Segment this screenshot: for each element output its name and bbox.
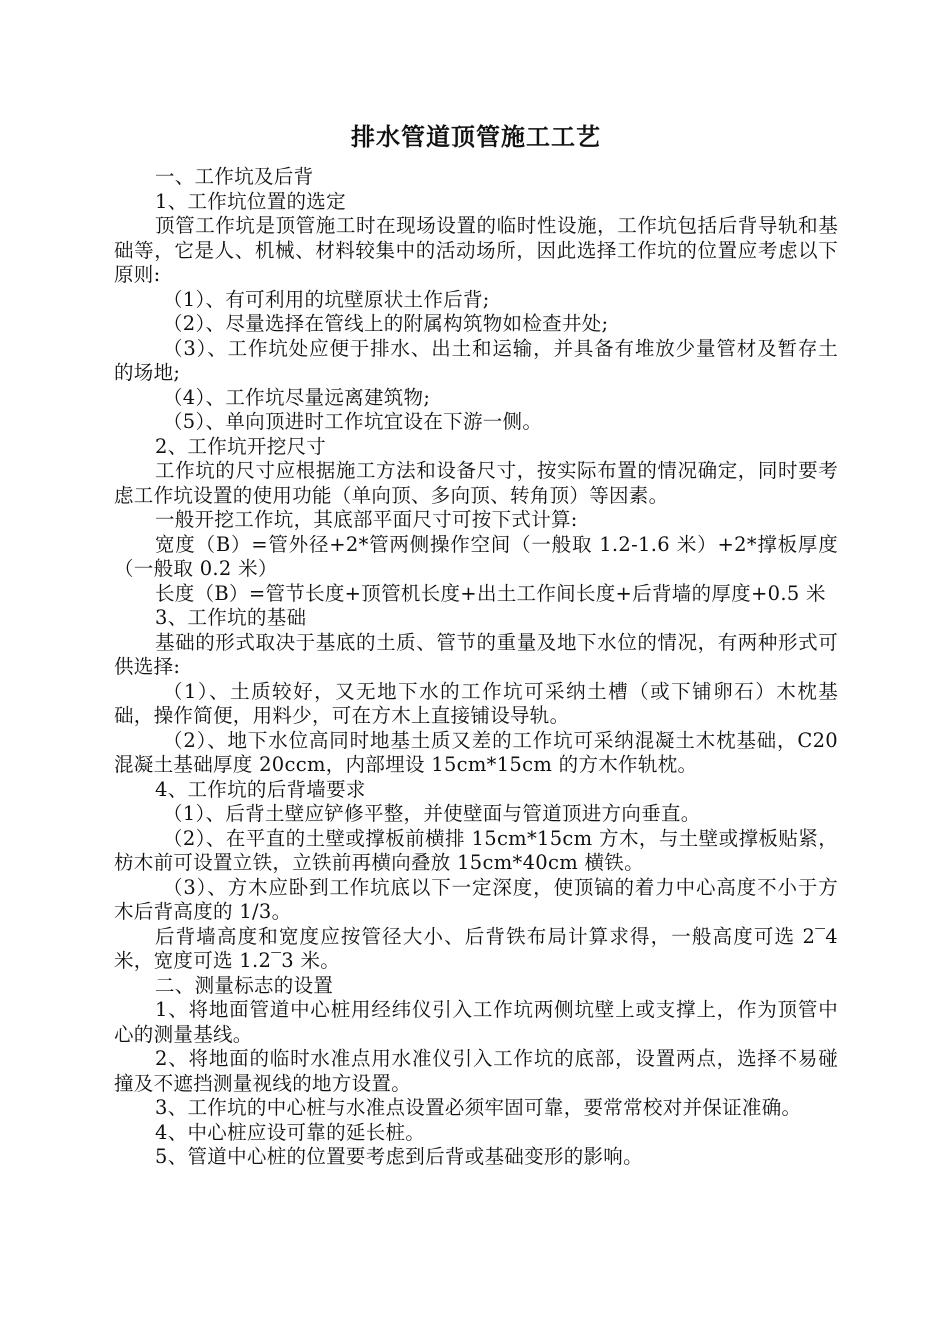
paragraph: （4）、工作坑尽量远离建筑物;	[163, 385, 431, 409]
paragraph: 2、将地面的临时水准点用水准仪引入工作坑的底部，设置两点，选择不易碰撞及不遮挡测量视线的地方设置。	[114, 1047, 838, 1095]
paragraph: 一、工作坑及后背	[155, 165, 314, 188]
paragraph: （3）、工作坑处应便于排水、出土和运输，并具备有堆放少量管材及暂存土的场地;	[114, 336, 838, 384]
paragraph: 3、工作坑的基础	[155, 606, 307, 629]
paragraph: （2）、尽量选择在管线上的附属构筑物如检查井处;	[163, 312, 609, 335]
paragraph: 宽度（B）=管外径+2*管两侧操作空间（一般取 1.2-1.6 米）+2*撑板厚度（一般取 0.2 米）	[114, 532, 838, 580]
paragraph: 1、将地面管道中心桩用经纬仪引入工作坑两侧坑壁上或支撑上，作为顶管中心的测量基线。	[114, 998, 838, 1046]
paragraph: 5、管道中心桩的位置要考虑到后背或基础变形的影响。	[155, 1145, 643, 1168]
paragraph: 工作坑的尺寸应根据施工方法和设备尺寸，按实际布置的情况确定，同时要考虑工作坑设置的使用功能（单向顶、多向顶、转角顶）等因素。	[114, 459, 838, 507]
paragraph: 2、工作坑开挖尺寸	[155, 434, 327, 458]
paragraph: 二、测量标志的设置	[155, 973, 334, 997]
paragraph: 一般开挖工作坑，其底部平面尺寸可按下式计算:	[155, 508, 578, 531]
paragraph: 基础的形式取决于基底的土质、管节的重量及地下水位的情况，有两种形式可供选择:	[114, 630, 838, 678]
paragraph: 长度（B）=管节长度+顶管机长度+出土工作间长度+后背墙的厚度+0.5 米	[155, 581, 826, 605]
paragraph: （1）、有可利用的坑壁原状土作后背;	[163, 287, 490, 311]
paragraph: 顶管工作坑是顶管施工时在现场设置的临时性设施，工作坑包括后背导轨和基础等，它是人、机械、材料较集中的活动场所，因此选择工作坑的位置应考虑以下原则:	[114, 214, 838, 286]
paragraph: 1、工作坑位置的选定	[155, 189, 346, 213]
paragraph: （2）、在平直的土壁或撑板前横排 15cm*15cm 方木，与土壁或撑板贴紧，枋木前可设置立铁，立铁前再横向叠放 15cm*40cm 横铁。	[114, 826, 838, 874]
paragraph: 4、工作坑的后背墙要求	[155, 777, 366, 801]
paragraph: （2）、地下水位高同时地基土质又差的工作坑可采纳混凝土木枕基础，C20 混凝土基础厚度 20ccm，内部埋设 15cm*15cm 的方木作轨枕。	[114, 728, 838, 776]
paragraph: 3、工作坑的中心桩与水准点设置必须牢固可靠，要常常校对并保证准确。	[155, 1096, 802, 1119]
paragraph: （3）、方木应卧到工作坑底以下一定深度，使顶镐的着力中心高度不小于方木后背高度的 1/3。	[114, 875, 838, 923]
document-body	[114, 165, 838, 1170]
paragraph: （1）、土质较好，又无地下水的工作坑可采纳土槽（或下铺卵石）木枕基础，操作简便，用料少，可在方木上直接铺设导轨。	[114, 679, 838, 727]
paragraph: 后背墙高度和宽度应按管径大小、后背铁布局计算求得，一般高度可选 2‾4 米，宽度可选 1.2‾3 米。	[114, 924, 838, 972]
paragraph: （1）、后背土壁应铲修平整，并使壁面与管道顶进方向垂直。	[163, 802, 701, 825]
paragraph: （5）、单向顶进时工作坑宜设在下游一侧。	[163, 410, 543, 433]
document-title: 排水管道顶管施工工艺	[351, 122, 601, 151]
paragraph: 4、中心桩应设可靠的延长桩。	[155, 1120, 426, 1144]
